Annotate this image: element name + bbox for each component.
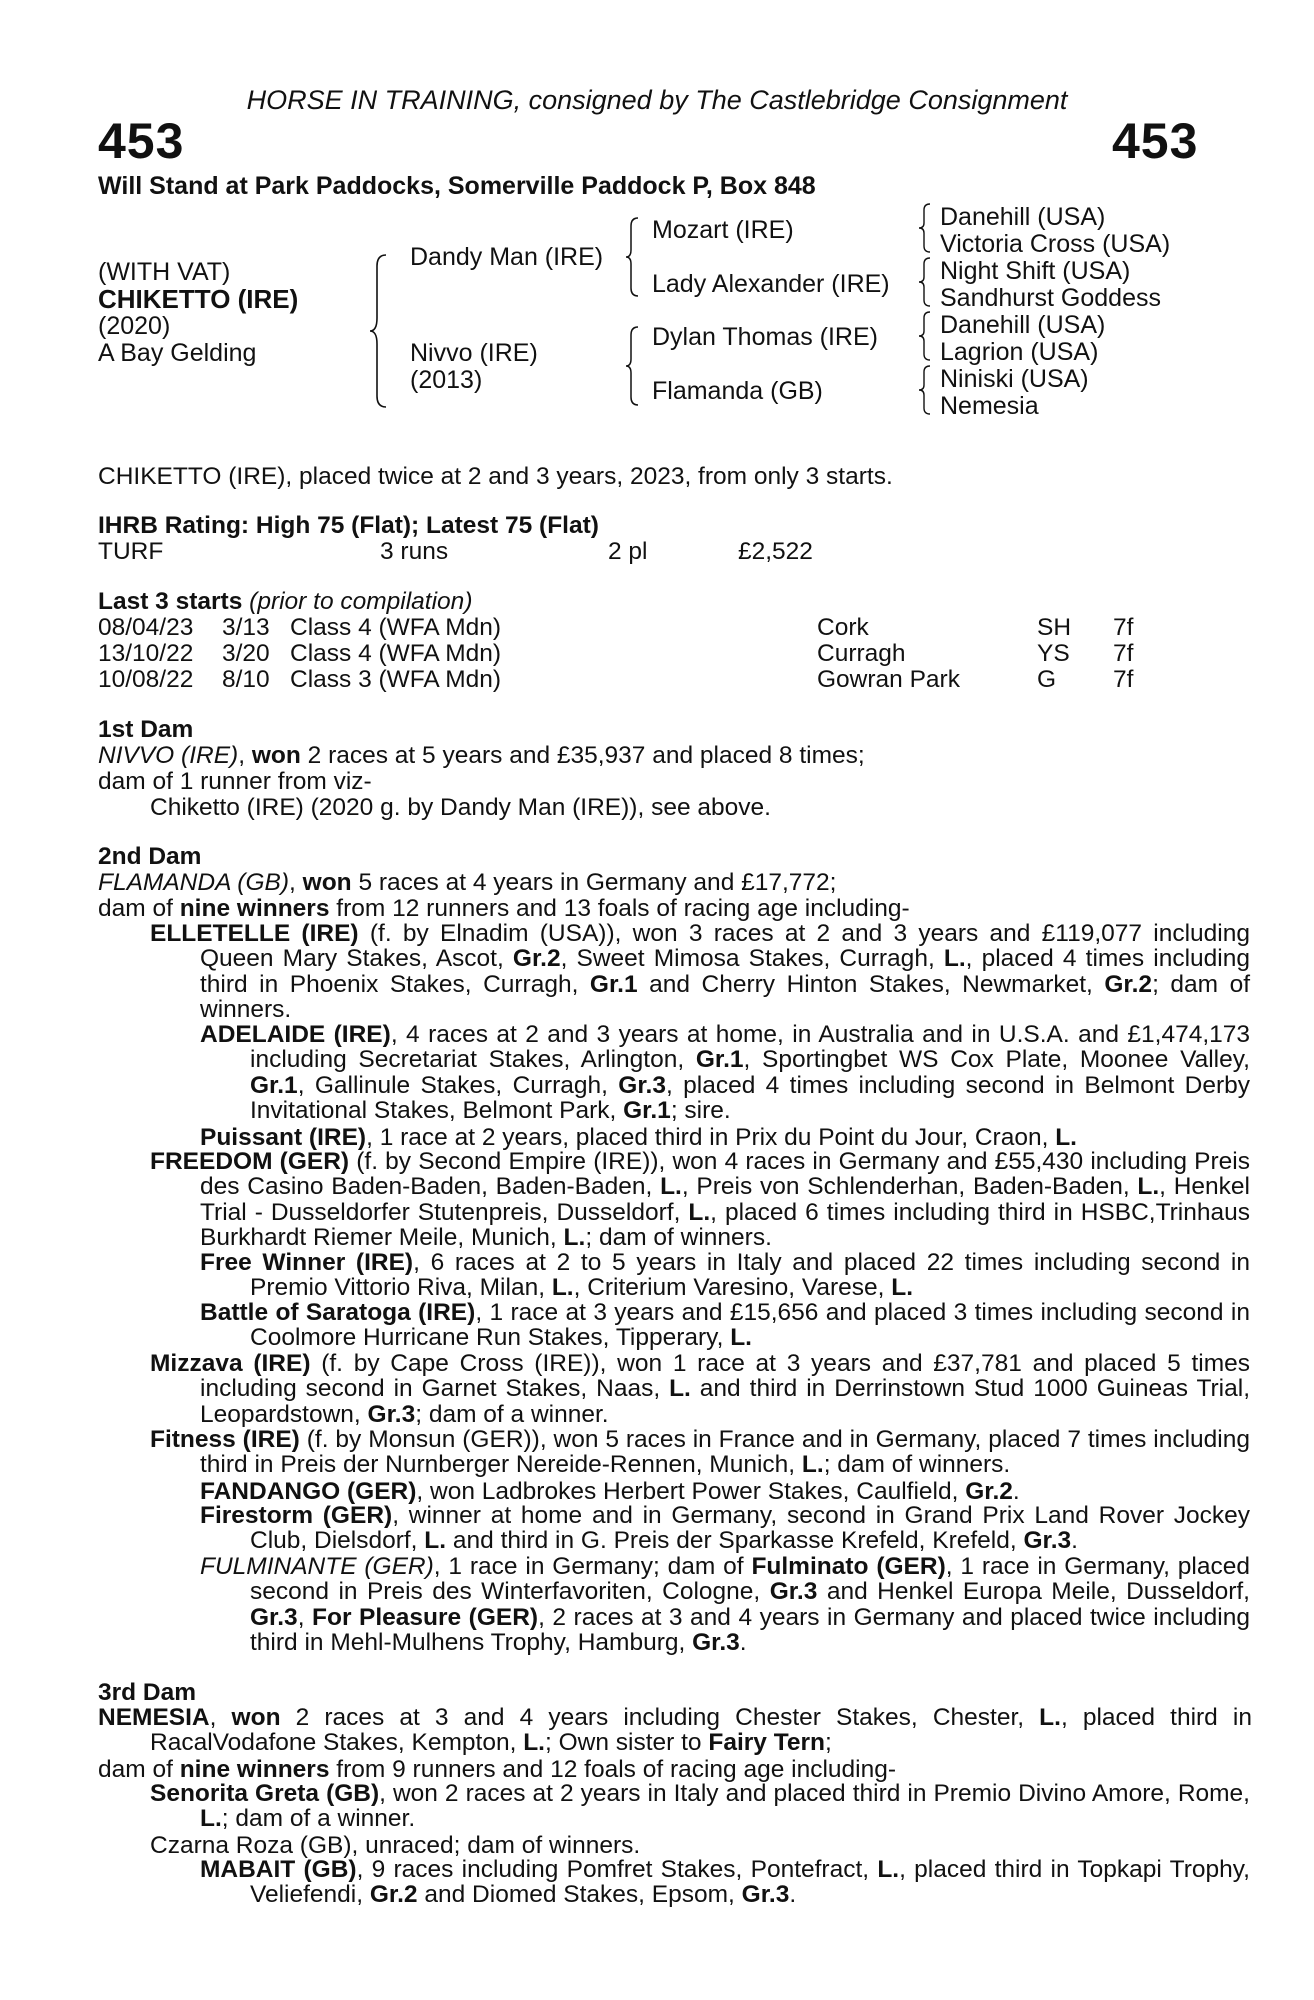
pedigree-brace-ss xyxy=(918,202,932,254)
start-distance: 7f xyxy=(1113,666,1134,693)
pedigree-ssd: Victoria Cross (USA) xyxy=(940,230,1171,258)
produce-freedom: FREEDOM (GER) (f. by Second Empire (IRE)), won 4 races in Germany and £55,430 including Preis des Casino Baden-Baden, Baden-Baden, L., Preis von Schlenderhan, Baden-Baden, L., Henkel Trial - Dusseldorfer Stutenpreis, Dusseldorf, L., placed 6 times including third in HSBC,Trinhaus Burkhardt Riemer Meile, Munich, L.; dam of winners. xyxy=(150,1148,1250,1252)
produce-elletelle: ELLETELLE (IRE) (f. by Elnadim (USA)), won 3 races at 2 and 3 years and £119,077 including Queen Mary Stakes, Ascot, Gr.2, Sweet Mimosa Stakes, Curragh, L., placed 4 times including third in Phoenix Stakes, Curragh, Gr.1 and Cherry Hinton Stakes, Newmarket, Gr.2; dam of winners. xyxy=(150,920,1251,1024)
pedigree-dam-year: (2013) xyxy=(410,366,483,394)
vat-note: (WITH VAT) xyxy=(98,258,231,286)
rating-surface: TURF xyxy=(98,538,164,565)
produce-mizzava: Mizzava (IRE) (f. by Cape Cross (IRE)), won 1 race at 3 years and £37,781 and placed 5 times including second in Garnet Stakes, Naas, L. and third in Derrinstown Stud 1000 Guineas Trial, Leopardstown, Gr.3; dam of a winner. xyxy=(150,1350,1250,1428)
start-distance: 7f xyxy=(1113,640,1134,667)
pedigree-brace-sire xyxy=(625,216,641,298)
catalogue-header: HORSE IN TRAINING, consigned by The Castlebridge Consignment xyxy=(246,85,1068,115)
start-going: G xyxy=(1037,666,1057,693)
pedigree-brace-ds xyxy=(918,310,932,362)
start-race: Class 3 (WFA Mdn) xyxy=(290,666,502,693)
pedigree-brace-sd xyxy=(918,256,932,308)
pedigree-sdd: Sandhurst Goddess xyxy=(940,284,1161,312)
third-dam-produce-intro: dam of nine winners from 9 runners and 12 foals of racing age including- xyxy=(98,1756,897,1783)
race-summary: CHIKETTO (IRE), placed twice at 2 and 3 years, 2023, from only 3 starts. xyxy=(98,463,893,490)
pedigree-sds: Night Shift (USA) xyxy=(940,257,1131,285)
first-dam-produce-intro: dam of 1 runner from viz- xyxy=(98,768,372,795)
pedigree-sire-sire: Mozart (IRE) xyxy=(652,216,794,244)
produce-fandango: FANDANGO (GER), won Ladbrokes Herbert Power Stakes, Caulfield, Gr.2. xyxy=(200,1478,1020,1505)
rating-earnings: £2,522 xyxy=(738,538,813,565)
produce-czarna-roza: Czarna Roza (GB), unraced; dam of winners. xyxy=(150,1832,641,1859)
start-position: 8/10 xyxy=(222,666,270,693)
foaling-year: (2020) xyxy=(98,312,171,340)
second-dam-record: FLAMANDA (GB), won 5 races at 4 years in Germany and £17,772; xyxy=(98,869,837,896)
rating-placed: 2 pl xyxy=(608,538,648,565)
pedigree-dam-dam: Flamanda (GB) xyxy=(652,377,823,405)
first-dam-produce-item: Chiketto (IRE) (2020 g. by Dandy Man (IRE)), see above. xyxy=(150,794,771,821)
pedigree-dam-sire: Dylan Thomas (IRE) xyxy=(652,323,878,351)
last-starts-heading: Last 3 starts (prior to compilation) xyxy=(98,588,473,615)
start-course: Cork xyxy=(817,614,869,641)
stand-location: Will Stand at Park Paddocks, Somerville Paddock P, Box 848 xyxy=(98,172,816,200)
start-distance: 7f xyxy=(1113,614,1134,641)
horse-description: A Bay Gelding xyxy=(98,339,257,367)
pedigree-brace-main xyxy=(368,252,390,410)
produce-senorita-greta: Senorita Greta (GB), won 2 races at 2 years in Italy and placed third in Premio Divino Amore, Rome, L.; dam of a winner. xyxy=(150,1780,1250,1833)
lot-number-right: 453 xyxy=(1112,113,1199,169)
produce-mabait: MABAIT (GB), 9 races including Pomfret Stakes, Pontefract, L., placed third in Topkapi Trophy, Veliefendi, Gr.2 and Diomed Stakes, Epsom, Gr.3. xyxy=(200,1856,1250,1909)
second-dam-title: 2nd Dam xyxy=(98,843,202,870)
first-dam-record: NIVVO (IRE), won 2 races at 5 years and £35,937 and placed 8 times; xyxy=(98,742,865,769)
start-date: 10/08/22 xyxy=(98,666,194,693)
pedigree-sire-dam: Lady Alexander (IRE) xyxy=(652,270,890,298)
rating-title: IHRB Rating: High 75 (Flat); Latest 75 (Flat) xyxy=(98,512,599,539)
pedigree-brace-dam xyxy=(625,325,641,407)
pedigree-ddd: Nemesia xyxy=(940,392,1039,420)
start-going: YS xyxy=(1037,640,1070,667)
second-dam-produce-intro: dam of nine winners from 12 runners and 13 foals of racing age including- xyxy=(98,895,910,922)
start-course: Curragh xyxy=(817,640,906,667)
produce-adelaide: ADELAIDE (IRE), 4 races at 2 and 3 years at home, in Australia and in U.S.A. and £1,474,173 including Secretariat Stakes, Arlington, Gr.1, Sportingbet WS Cox Plate, Moonee Valley, Gr.1, Gallinule Stakes, Curragh, Gr.3, placed 4 times including second in Belmont Derby Invitational Stakes, Belmont Park, Gr.1; sire. xyxy=(200,1021,1251,1125)
start-going: SH xyxy=(1037,614,1072,641)
pedigree-sire: Dandy Man (IRE) xyxy=(410,243,604,271)
start-date: 08/04/23 xyxy=(98,614,194,641)
start-race: Class 4 (WFA Mdn) xyxy=(290,640,502,667)
horse-name: CHIKETTO (IRE) xyxy=(98,284,299,314)
third-dam-record: NEMESIA, won 2 races at 3 and 4 years including Chester Stakes, Chester, L., placed third in RacalVodafone Stakes, Kempton, L.; Own sister to Fairy Tern; xyxy=(98,1704,1252,1757)
produce-fulminante: FULMINANTE (GER), 1 race in Germany; dam of Fulminato (GER), 1 race in Germany, placed second in Preis des Winterfavoriten, Cologne, Gr.3 and Henkel Europa Meile, Dusseldorf, Gr.3, For Pleasure (GER), 2 races at 3 and 4 years in Germany and placed twice including third in Mehl-Mulhens Trophy, Hamburg, Gr.3. xyxy=(200,1553,1251,1657)
pedigree-dsd: Lagrion (USA) xyxy=(940,338,1099,366)
pedigree-dds: Niniski (USA) xyxy=(940,365,1089,393)
start-position: 3/13 xyxy=(222,614,270,641)
produce-battle-of-saratoga: Battle of Saratoga (IRE), 1 race at 3 years and £15,656 and placed 3 times including second in Coolmore Hurricane Run Stakes, Tipperary, L. xyxy=(200,1299,1250,1352)
third-dam-title: 3rd Dam xyxy=(98,1679,197,1706)
start-race: Class 4 (WFA Mdn) xyxy=(290,614,502,641)
produce-fitness: Fitness (IRE) (f. by Monsun (GER)), won 5 races in France and in Germany, placed 7 times including third in Preis der Nurnberger Nereide-Rennen, Munich, L.; dam of winners. xyxy=(150,1426,1250,1479)
pedigree-dam: Nivvo (IRE) xyxy=(410,339,538,367)
produce-free-winner: Free Winner (IRE), 6 races at 2 to 5 years in Italy and placed 22 times including second in Premio Vittorio Riva, Milan, L., Criterium Varesino, Varese, L. xyxy=(200,1249,1250,1302)
start-course: Gowran Park xyxy=(817,666,960,693)
lot-number-left: 453 xyxy=(98,113,185,169)
rating-runs: 3 runs xyxy=(380,538,449,565)
pedigree-brace-dd xyxy=(918,364,932,416)
start-position: 3/20 xyxy=(222,640,270,667)
start-date: 13/10/22 xyxy=(98,640,194,667)
pedigree-dss: Danehill (USA) xyxy=(940,311,1106,339)
first-dam-title: 1st Dam xyxy=(98,716,194,743)
produce-puissant: Puissant (IRE), 1 race at 2 years, placed third in Prix du Point du Jour, Craon, L. xyxy=(200,1124,1077,1151)
pedigree-sss: Danehill (USA) xyxy=(940,203,1106,231)
produce-firestorm: Firestorm (GER), winner at home and in Germany, second in Grand Prix Land Rover Jockey Club, Dielsdorf, L. and third in G. Preis der Sparkasse Krefeld, Krefeld, Gr.3. xyxy=(200,1502,1251,1555)
